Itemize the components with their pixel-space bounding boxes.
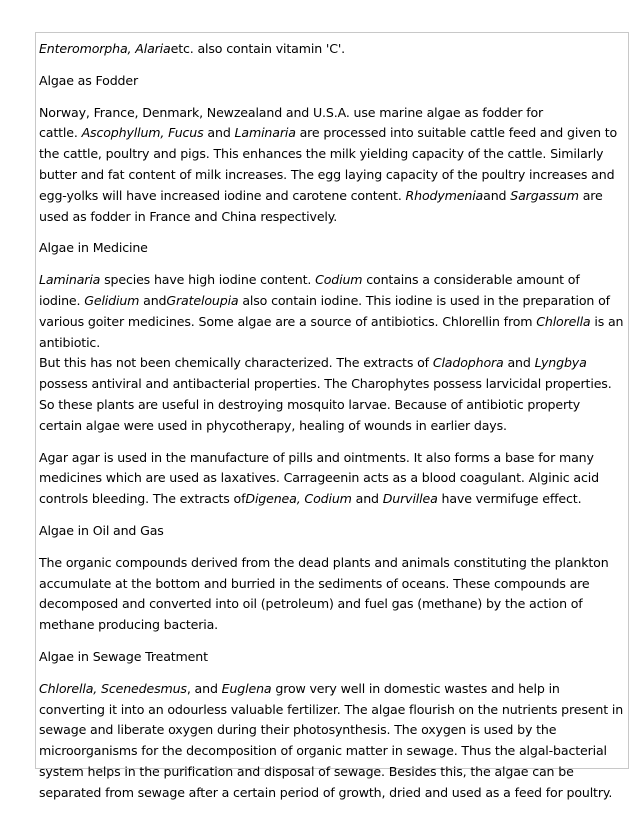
text-run: possess antiviral and antibacterial properties. The Charophytes possess larvicidal properties. So these plants are useful in destroying mosquito larvae. Because of antibiotic property certain algae were used in phycotherapy, healing of wounds in earlier days. [39,376,612,433]
paragraph-agar-agar [39,448,626,510]
text-run: Agar agar is used in the manufacture of pills and ointments. It also forms a base for many medicines which are used as laxatives. Carrageenin acts as a blood coagulant. Alginic acid controls bleeding. The extracts of [39,449,599,507]
text-run: The organic compounds derived from the dead plants and animals constituting the plankton accumulate at the bottom and burried in the sediments of oceans. These compounds are decomposed and converted into oil (petroleum) and fuel gas (methane) by the action of methane producing bacteria. [39,554,609,633]
italic-term: Chlorella, Scenedesmus [39,680,187,696]
italic-term: Chlorella [536,313,591,329]
text-run: also contain iodine. This iodine is used in the preparation of various goiter medicines. Some algae are a source of antibiotics. Chlorellin from [39,292,610,329]
text-run: etc. also contain vitamin 'C'. [170,41,346,56]
text-run: Norway, France, Denmark, Newzealand and U.S.A. use marine algae as fodder for [39,104,544,120]
text-run: Algae in Medicine [39,240,148,256]
text-run: , and [186,680,222,696]
text-run: is an antibiotic. [39,313,624,350]
text-run: and [483,187,511,203]
text-run: cattle. [39,125,82,141]
text-run: are used as fodder in France and China respectively. [39,187,603,224]
italic-term: Euglena [221,680,272,696]
text-run: Algae in Oil and Gas [39,522,164,538]
text-run: and [503,355,535,371]
paragraph-fodder [39,103,626,228]
text-run: But this has not been chemically characterized. The extracts of [39,355,433,371]
document-page [35,32,629,800]
text-run: and [203,125,235,141]
italic-term: Gelidium [84,292,140,308]
heading-algae-as-fodder [39,71,626,92]
italic-term: Lyngbya [534,355,587,371]
text-run: iodine. [39,292,85,308]
italic-term: Sargassum [510,187,579,203]
text-run: species have high iodine content. [100,272,316,288]
document-body [39,39,626,815]
text-run: contains a considerable amount of [362,272,580,288]
italic-term: Codium [315,272,363,288]
italic-term: Laminaria [234,125,296,141]
italic-term: Rhodymenia [405,187,484,203]
paragraph-oil-and-gas [39,553,626,636]
heading-algae-in-medicine [39,238,626,259]
italic-term: Ascophyllum, Fucus [81,125,204,141]
text-run: Algae in Sewage Treatment [39,648,208,664]
italic-term: Enteromorpha, Alaria [39,41,171,56]
paragraph-vitamin-c [39,39,626,60]
heading-algae-in-oil-and-gas [39,521,626,542]
text-run: and [351,491,383,507]
paragraph-sewage-treatment [39,679,626,804]
text-run: Algae as Fodder [39,72,139,88]
text-run: and [139,292,167,308]
paragraph-medicine-iodine [39,270,626,436]
heading-algae-in-sewage-treatment [39,647,626,668]
italic-term: Digenea, Codium [245,491,352,507]
italic-term: Laminaria [39,272,101,288]
text-run: grow very well in domestic wastes and help in converting it into an odourless valuable fertilizer. The algae flourish on the nutrients present in sewage and liberate oxygen during their photosynthesis. The oxygen is used by the microorganisms for the decomposition of organic matter in sewage. Thus the algal-bacterial system helps in the purification and disposal of sewage. Besides this, the algae can be separated from sewage after a certain period of growth, dried and used as a feed for poultry. [39,680,624,800]
text-run: have vermifuge effect. [437,491,582,507]
italic-term: Cladophora [432,355,504,371]
italic-term: Grateloupia [166,292,239,308]
italic-term: Durvillea [382,491,438,507]
text-run: are processed into suitable cattle feed and given to the cattle, poultry and pigs. This enhances the milk yielding capacity of the cattle. Similarly butter and fat content of milk increases. The egg laying capacity of the poultry increases and egg-yolks will have increased iodine and carotene content. [39,125,618,203]
